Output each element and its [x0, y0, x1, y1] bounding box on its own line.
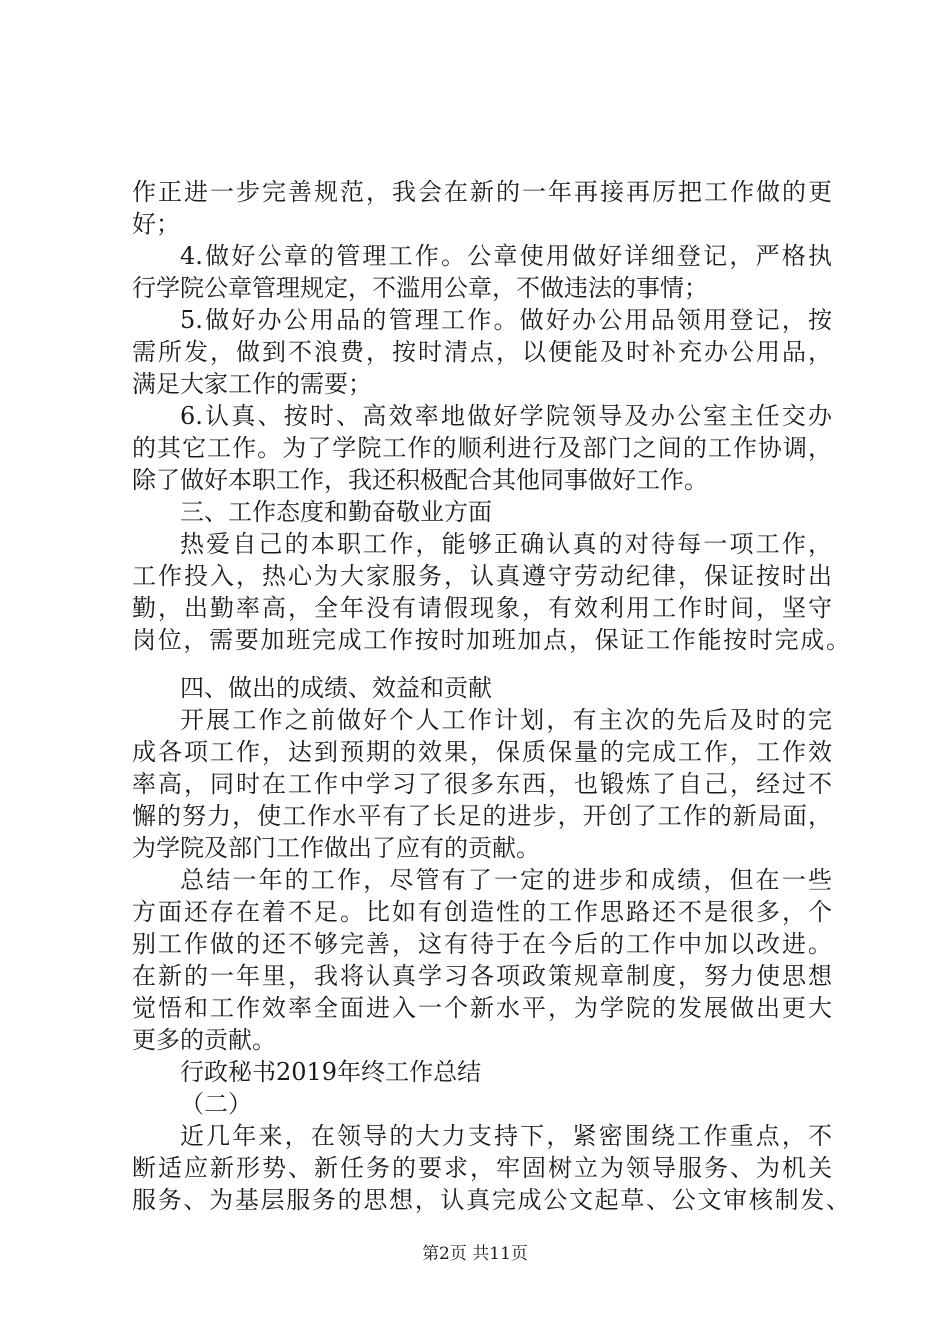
page-footer: 第2页 共11页 [422, 1244, 528, 1264]
text-line: 6.认真、按时、高效率地做好学院领导及办公室主任交办 [180, 402, 832, 430]
text-line: 工作投入，热心为大家服务，认真遵守劳动纪律，保证按时出 [132, 562, 832, 590]
text-line: 4.做好公章的管理工作。公章使用做好详细登记，严格执 [180, 242, 832, 270]
text-line: 率高，同时在工作中学习了很多东西，也锻炼了自己，经过不 [132, 770, 832, 798]
subtitle: 行政秘书2019年终工作总结 [180, 1058, 482, 1086]
text-line: 除了做好本职工作，我还积极配合其他同事做好工作。 [132, 466, 708, 494]
text-line: 需所发，做到不浪费，按时清点，以便能及时补充办公用品， [132, 338, 832, 366]
text-line: 为学院及部门工作做出了应有的贡献。 [132, 834, 540, 862]
text-line: 更多的贡献。 [132, 1026, 276, 1054]
text-line: 作正进一步完善规范，我会在新的一年再接再厉把工作做的更 [132, 178, 832, 206]
text-line: 开展工作之前做好个人工作计划，有主次的先后及时的完 [180, 706, 832, 734]
subtitle-number: （二） [180, 1090, 252, 1118]
text-line: 近几年来，在领导的大力支持下，紧密围绕工作重点，不 [180, 1122, 832, 1150]
text-line: 满足大家工作的需要； [132, 370, 372, 398]
text-line: 成各项工作，达到预期的效果，保质保量的完成工作，工作效 [132, 738, 832, 766]
text-line: 岗位，需要加班完成工作按时加班加点，保证工作能按时完成。 [132, 626, 850, 654]
text-line: 方面还存在着不足。比如有创造性的工作思路还不是很多，个 [132, 898, 832, 926]
text-line: 5.做好办公用品的管理工作。做好办公用品领用登记，按 [180, 306, 832, 334]
text-line: 行学院公章管理规定，不滥用公章，不做违法的事情； [132, 274, 708, 302]
text-line: 断适应新形势、新任务的要求，牢固树立为领导服务、为机关 [132, 1154, 832, 1182]
text-line: 勤，出勤率高，全年没有请假现象，有效利用工作时间，坚守 [132, 594, 832, 622]
text-line: 别工作做的还不够完善，这有待于在今后的工作中加以改进。 [132, 930, 832, 958]
section-heading: 三、工作态度和勤奋敬业方面 [180, 498, 492, 526]
text-line: 好； [132, 210, 180, 238]
text-line: 总结一年的工作，尽管有了一定的进步和成绩，但在一些 [180, 866, 832, 894]
text-line: 服务、为基层服务的思想，认真完成公文起草、公文审核制发、 [132, 1186, 850, 1214]
text-line: 在新的一年里，我将认真学习各项政策规章制度，努力使思想 [132, 962, 832, 990]
text-line: 热爱自己的本职工作，能够正确认真的对待每一项工作， [180, 530, 832, 558]
text-line: 觉悟和工作效率全面进入一个新水平，为学院的发展做出更大 [132, 994, 832, 1022]
text-line: 懈的努力，使工作水平有了长足的进步，开创了工作的新局面， [132, 802, 832, 830]
text-line: 的其它工作。为了学院工作的顺利进行及部门之间的工作协调， [132, 434, 832, 462]
section-heading: 四、做出的成绩、效益和贡献 [180, 674, 492, 702]
